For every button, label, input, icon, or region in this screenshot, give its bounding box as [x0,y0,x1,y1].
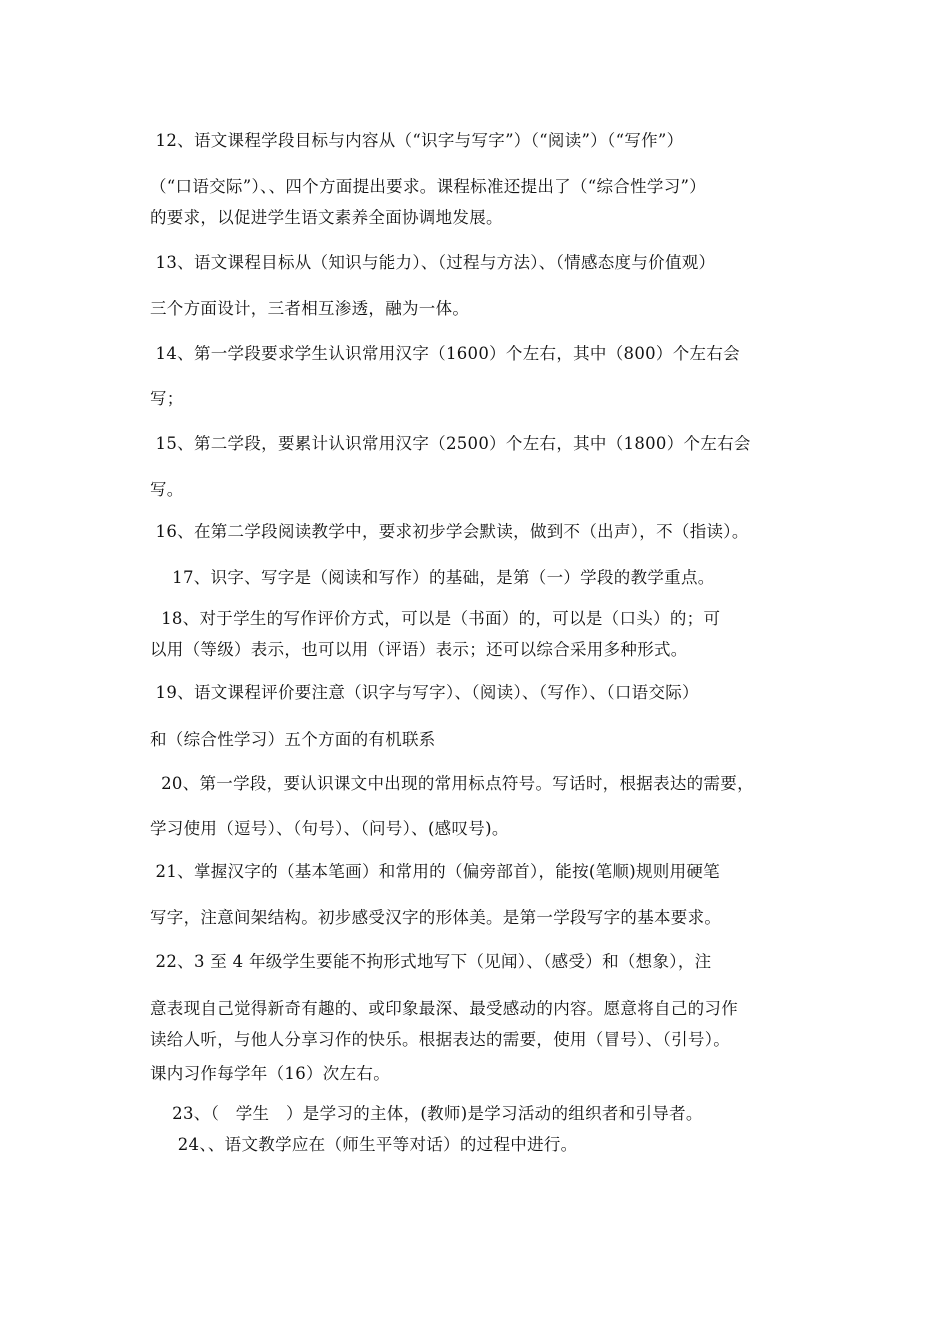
item-22-line-1: 22、3 至 4 年级学生要能不拘形式地写下（见闻）、（感受）和（想象），注 [150,952,712,971]
item-18-line-2: 以用（等级）表示，也可以用（评语）表示；还可以综合采用多种形式。 [150,640,688,659]
item-22-line-3: 读给人听，与他人分享习作的快乐。根据表达的需要，使用（冒号）、（引号）。 [150,1030,731,1049]
item-15-line-2: 写。 [150,480,184,499]
item-17-line-1: 17、识字、写字是（阅读和写作）的基础，是第（一）学段的教学重点。 [150,568,715,587]
item-14-line-2: 写； [150,389,184,408]
item-12-line-3: 的要求，以促进学生语文素养全面协调地发展。 [150,208,503,227]
item-24-line-1: 24、、语文教学应在（师生平等对话）的过程中进行。 [150,1135,578,1154]
item-15-line-1: 15、第二学段，要累计认识常用汉字（2500）个左右，其中（1800）个左右会 [150,434,751,453]
item-12-line-1: 12、语文课程学段目标与内容从（“识字与写字”）（“阅读”）（“写作”） [150,131,684,150]
item-19-line-2: 和（综合性学习）五个方面的有机联系 [150,730,436,749]
item-23-line-1: 23、（ 学生 ）是学习的主体，(教师)是学习活动的组织者和引导者。 [150,1104,703,1123]
item-14-line-1: 14、第一学段要求学生认识常用汉字（1600）个左右，其中（800）个左右会 [150,344,740,363]
item-20-line-2: 学习使用（逗号）、（句号）、（问号）、(感叹号)。 [150,819,509,838]
item-19-line-1: 19、语文课程评价要注意（识字与写字）、（阅读）、（写作）、（口语交际） [150,683,699,702]
item-18-line-1: 18、对于学生的写作评价方式，可以是（书面）的，可以是（口头）的；可 [150,609,721,628]
item-22-line-2: 意表现自己觉得新奇有趣的、或印象最深、最受感动的内容。愿意将自己的习作 [150,999,738,1018]
item-16-line-1: 16、在第二学段阅读教学中，要求初步学会默读，做到不（出声），不（指读）。 [150,522,749,541]
item-13-line-2: 三个方面设计，三者相互渗透，融为一体。 [150,299,470,318]
item-12-line-2: （“口语交际”）、、四个方面提出要求。课程标准还提出了（“综合性学习”） [150,177,707,196]
item-20-line-1: 20、第一学段，要认识课文中出现的常用标点符号。写话时，根据表达的需要， [150,774,754,793]
item-22-line-4: 课内习作每学年（16）次左右。 [150,1064,390,1083]
item-21-line-2: 写字，注意间架结构。初步感受汉字的形体美。是第一学段写字的基本要求。 [150,908,722,927]
item-13-line-1: 13、语文课程目标从（知识与能力）、（过程与方法）、（情感态度与价值观） [150,253,716,272]
item-21-line-1: 21、掌握汉字的（基本笔画）和常用的（偏旁部首），能按(笔顺)规则用硬笔 [150,862,720,881]
